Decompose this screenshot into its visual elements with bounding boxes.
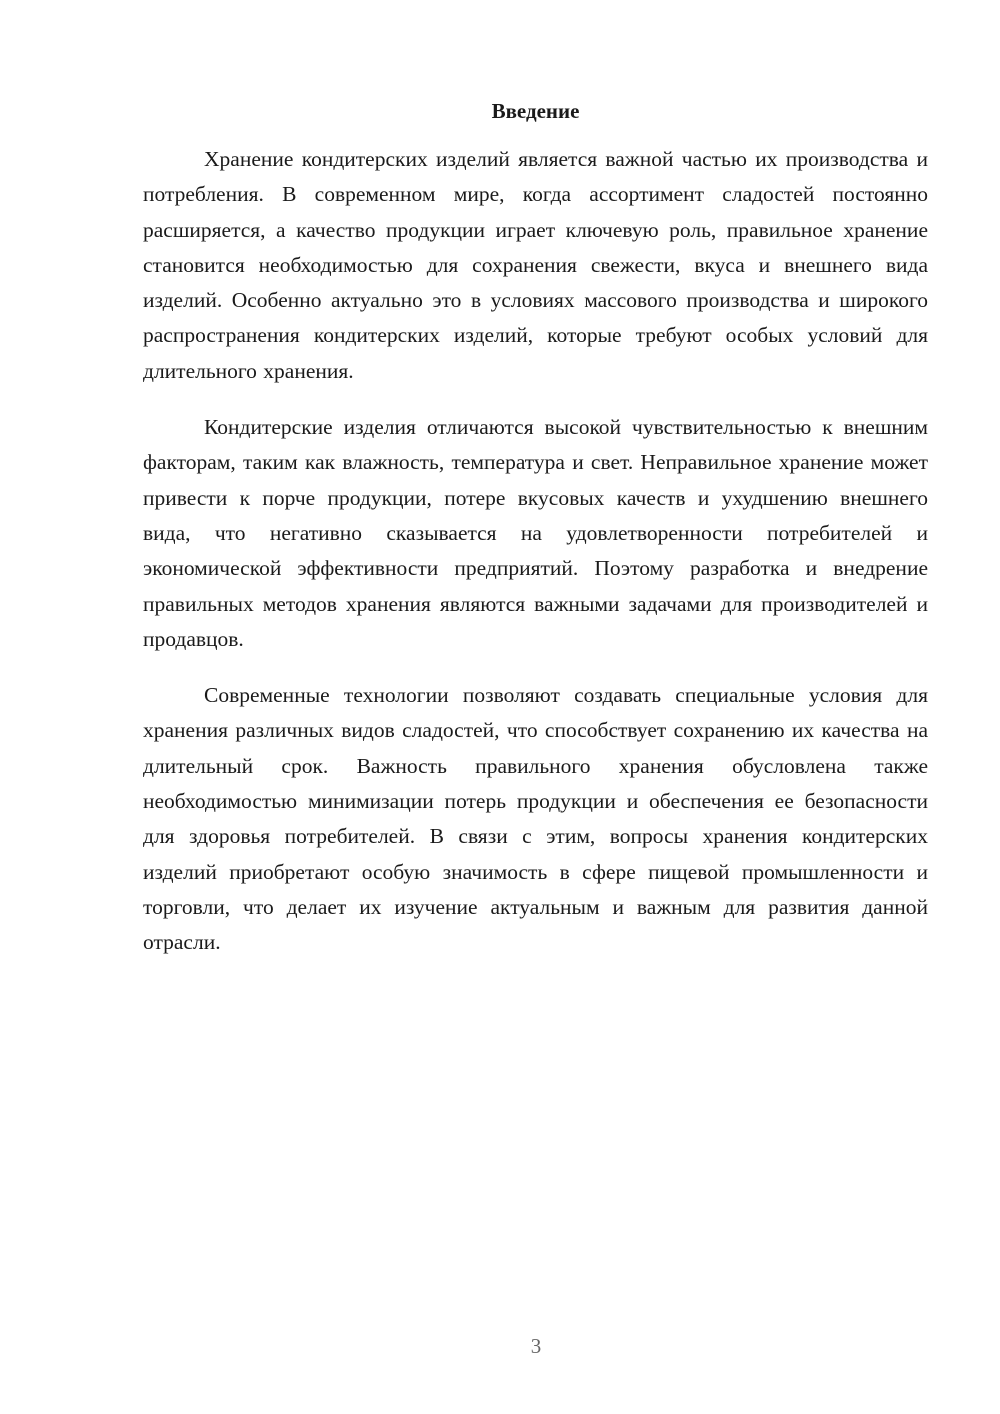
paragraph-2: Кондитерские изделия отличаются высокой чувствительностью к внешним факторам, таким как влажность, температура и свет. Неправильное хранение может привести к порче продукции, потере вкусовых качеств и ухудшению внешнего вида, что негативно сказывается на удовлетворенности потребителей и экономической эффективности предприятий. Поэтому разработка и внедрение правильных методов хранения являются важными задачами для производителей и продавцов. — [143, 415, 928, 651]
paragraph-1: Хранение кондитерских изделий является важной частью их производства и потребления. В современном мире, когда ассортимент сладостей постоянно расширяется, а качество продукции играет ключевую роль, правильное хранение становится необходимостью для сохранения свежести, вкуса и внешнего вида изделий. Особенно актуально это в условиях массового производства и широкого распространения кондитерских изделий, которые требуют особых условий для длительного хранения. — [143, 147, 928, 383]
section-heading: Введение — [491, 99, 580, 123]
paragraph-3: Современные технологии позволяют создавать специальные условия для хранения различных видов сладостей, что способствует сохранению их качества на длительный срок. Важность правильного хранения обусловлена также необходимостью минимизации потерь продукции и обеспечения ее безопасности для здоровья потребителей. В связи с этим, вопросы хранения кондитерских изделий приобретают особую значимость в сфере пищевой промышленности и торговли, что делает их изучение актуальным и важным для развития данной отрасли. — [143, 683, 928, 955]
body-text — [143, 142, 928, 961]
page-number: 3 — [530, 1334, 542, 1358]
